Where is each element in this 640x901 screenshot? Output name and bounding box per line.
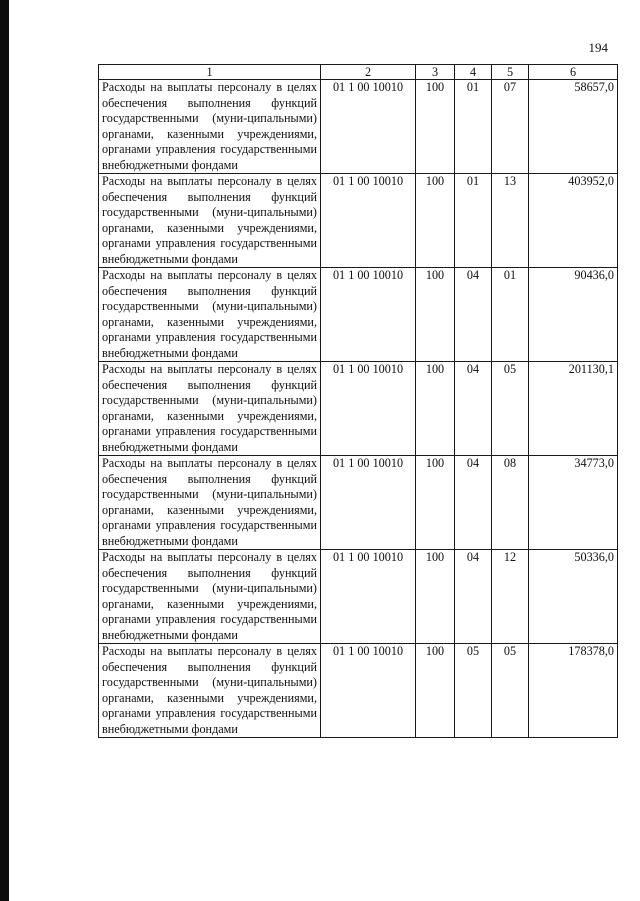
cell-subsection: 13 [492, 174, 529, 268]
cell-section: 05 [455, 644, 492, 738]
cell-amount: 90436,0 [529, 268, 618, 362]
cell-section: 04 [455, 362, 492, 456]
cell-section: 04 [455, 456, 492, 550]
page-number: 194 [588, 40, 608, 55]
cell-target-code: 01 1 00 10010 [321, 644, 416, 738]
cell-amount: 178378,0 [529, 644, 618, 738]
cell-expense-type: 100 [416, 174, 455, 268]
cell-target-code: 01 1 00 10010 [321, 456, 416, 550]
cell-amount: 201130,1 [529, 362, 618, 456]
cell-target-code: 01 1 00 10010 [321, 80, 416, 174]
table-row [99, 550, 618, 644]
table-row [99, 456, 618, 550]
header-row [99, 65, 618, 80]
cell-expense-type: 100 [416, 80, 455, 174]
header-col-4: 4 [455, 65, 492, 80]
cell-description: Расходы на выплаты персоналу в целях обеспечения выполнения функций государственными (муни-ципальными) органами, казенными учреждениями, органами управления государственными внебюджетными фондами [99, 550, 321, 644]
cell-amount: 403952,0 [529, 174, 618, 268]
cell-target-code: 01 1 00 10010 [321, 174, 416, 268]
table-row [99, 80, 618, 174]
cell-amount: 50336,0 [529, 550, 618, 644]
cell-target-code: 01 1 00 10010 [321, 268, 416, 362]
cell-subsection: 07 [492, 80, 529, 174]
cell-expense-type: 100 [416, 644, 455, 738]
cell-description: Расходы на выплаты персоналу в целях обеспечения выполнения функций государственными (муни-ципальными) органами, казенными учреждениями, органами управления государственными внебюджетными фондами [99, 268, 321, 362]
cell-description: Расходы на выплаты персоналу в целях обеспечения выполнения функций государственными (муни-ципальными) органами, казенными учреждениями, органами управления государственными внебюджетными фондами [99, 644, 321, 738]
cell-subsection: 01 [492, 268, 529, 362]
cell-description: Расходы на выплаты персоналу в целях обеспечения выполнения функций государственными (муни-ципальными) органами, казенными учреждениями, органами управления государственными внебюджетными фондами [99, 362, 321, 456]
cell-expense-type: 100 [416, 456, 455, 550]
cell-subsection: 05 [492, 362, 529, 456]
cell-target-code: 01 1 00 10010 [321, 362, 416, 456]
table-header [99, 65, 618, 80]
budget-table [98, 64, 618, 738]
cell-description: Расходы на выплаты персоналу в целях обеспечения выполнения функций государственными (муни-ципальными) органами, казенными учреждениями, органами управления государственными внебюджетными фондами [99, 174, 321, 268]
header-col-3: 3 [416, 65, 455, 80]
header-col-6: 6 [529, 65, 618, 80]
cell-expense-type: 100 [416, 550, 455, 644]
cell-amount: 58657,0 [529, 80, 618, 174]
table-row [99, 268, 618, 362]
header-col-2: 2 [321, 65, 416, 80]
header-col-1: 1 [99, 65, 321, 80]
cell-section: 01 [455, 174, 492, 268]
cell-expense-type: 100 [416, 268, 455, 362]
cell-target-code: 01 1 00 10010 [321, 550, 416, 644]
cell-section: 04 [455, 268, 492, 362]
table-body [99, 80, 618, 738]
cell-subsection: 08 [492, 456, 529, 550]
cell-section: 01 [455, 80, 492, 174]
cell-section: 04 [455, 550, 492, 644]
cell-expense-type: 100 [416, 362, 455, 456]
cell-subsection: 05 [492, 644, 529, 738]
cell-subsection: 12 [492, 550, 529, 644]
table-row [99, 362, 618, 456]
cell-description: Расходы на выплаты персоналу в целях обеспечения выполнения функций государственными (муни-ципальными) органами, казенными учреждениями, органами управления государственными внебюджетными фондами [99, 80, 321, 174]
header-col-5: 5 [492, 65, 529, 80]
cell-amount: 34773,0 [529, 456, 618, 550]
table-row [99, 644, 618, 738]
scan-edge-bar [0, 0, 9, 901]
cell-description: Расходы на выплаты персоналу в целях обеспечения выполнения функций государственными (муни-ципальными) органами, казенными учреждениями, органами управления государственными внебюджетными фондами [99, 456, 321, 550]
table-row [99, 174, 618, 268]
